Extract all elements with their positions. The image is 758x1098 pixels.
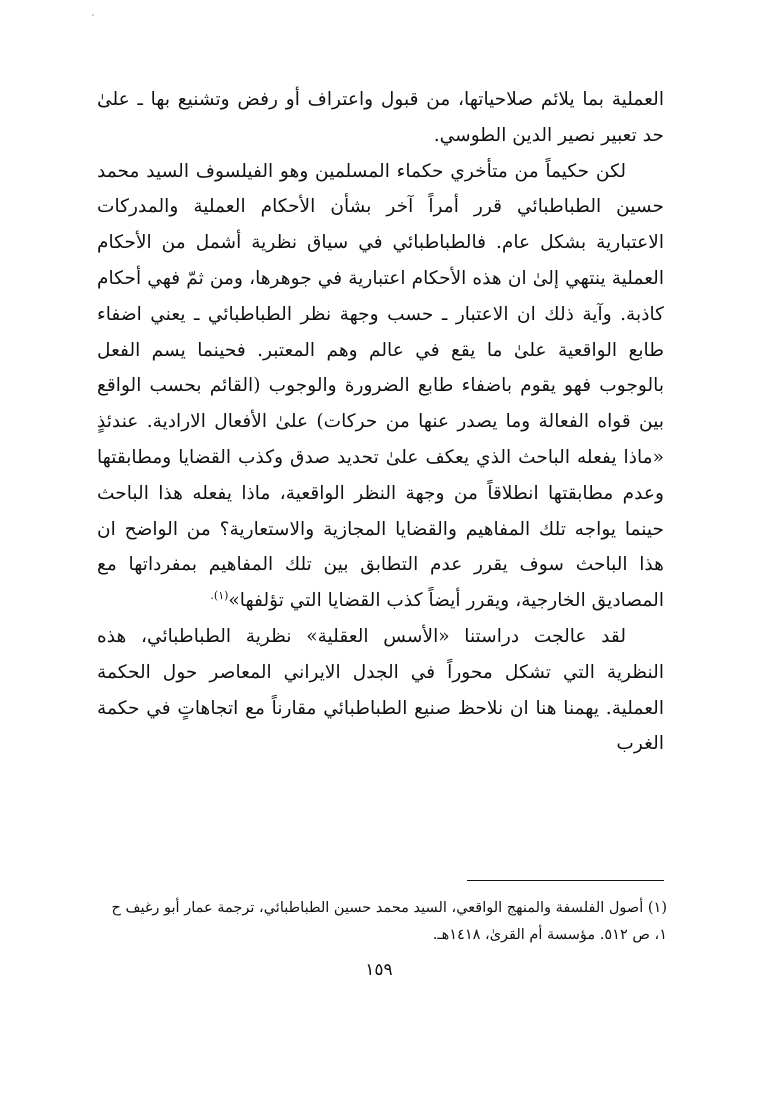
page-number: ١٥٩ [365, 960, 393, 980]
paragraph-tabatabai-theory [97, 154, 664, 619]
paragraph-continuation [97, 82, 664, 154]
scan-speck [92, 14, 94, 16]
footnote-separator [467, 880, 664, 881]
main-text [97, 82, 664, 762]
footnote-1: (١) أصول الفلسفة والمنهج الواقعي، السيد محمد حسين الطباطبائي، ترجمة عمار أبو رغيف ح ١، ص ٥١٢. مؤسسة أم القرىٰ، ١٤١٨هـ. [111, 900, 667, 943]
footnotes [97, 895, 667, 949]
paragraph-1-text: العملية بما يلائم صلاحياتها، من قبول واعتراف أو رفض وتشنيع بها ـ علىٰ حد تعبير نصير الدين الطوسي. [97, 89, 664, 146]
paragraph-2-text: لكن حكيماً من متأخري حكماء المسلمين وهو الفيلسوف السيد محمد حسين الطباطبائي قرر أمراً آخر بشأن الأحكام العملية والمدركات الاعتبارية بشكل عام. فالطباطبائي في سياق نظرية أشمل من الأحكام العملية ينتهي إلىٰ ان هذه الأحكام اعتبارية في جوهرها، ومن ثمّ فهي أحكام كاذبة. وآية ذلك ان الاعتبار ـ حسب وجهة نظر الطباطبائي ـ يعني اضفاء طابع الواقعية علىٰ ما يقع في عالم وهم المعتبر. فحينما يسم الفعل بالوجوب فهو يقوم باضفاء طابع الضرورة والوجوب (القائم بحسب الواقع بين قواه الفعالة وما يصدر عنها من حركات) علىٰ الأفعال الارادية. عندئذٍ «ماذا يفعله الباحث الذي يعكف علىٰ تحديد صدق وكذب القضايا ومطابقتها وعدم مطابقتها انطلاقاً من وجهة النظر الواقعية، ماذا يفعله هذا الباحث حينما يواجه تلك المفاهيم والقضايا المجازية والاستعارية؟ من الواضح ان هذا الباحث سوف يقرر عدم التطابق بين تلك المفاهيم بمفرداتها مع المصاديق الخارجية، ويقرر أيضاً كذب القضايا التي تؤلفها» [97, 160, 664, 612]
footnote-ref-1: (١). [210, 588, 229, 602]
paragraph-3-text: لقد عالجت دراستنا «الأسس العقلية» نظرية الطباطبائي، هذه النظرية التي تشكل محوراً في الجدل الايراني المعاصر حول الحكمة العملية. يهمنا هنا ان نلاحظ صنيع الطباطبائي مقارناً مع اتجاهاتٍ في حكمة الغرب [97, 625, 664, 755]
paragraph-rational-foundations [97, 619, 664, 762]
